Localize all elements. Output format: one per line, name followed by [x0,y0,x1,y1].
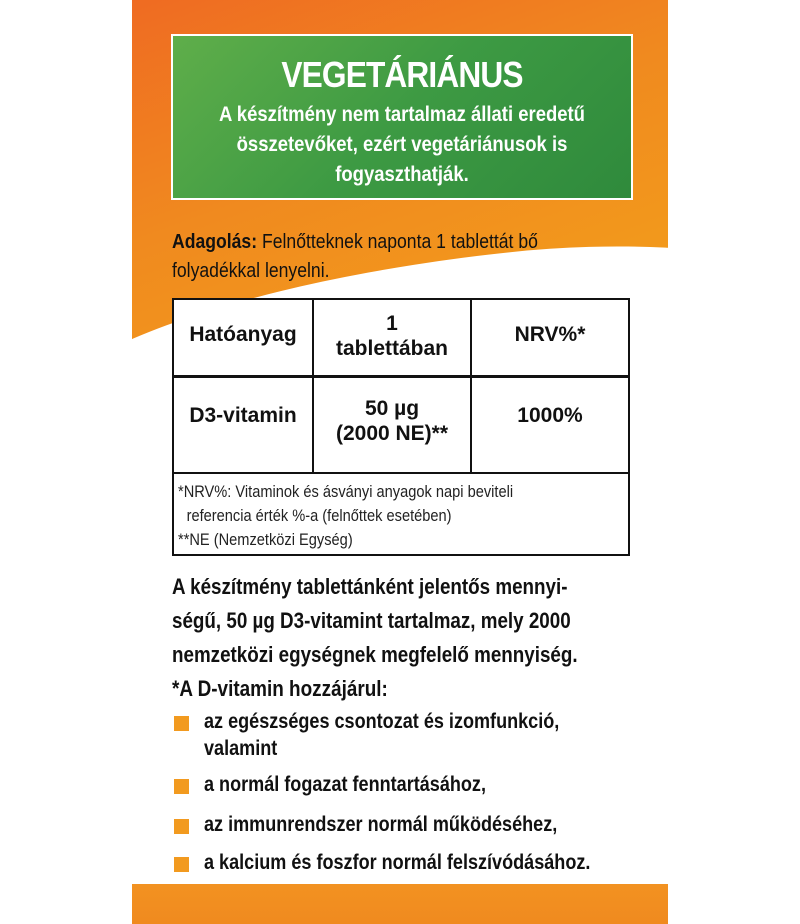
description-line: A készítmény tablettánként jelentős mennyi- [172,574,568,599]
vegetarian-text [213,100,591,190]
bullet-square-icon [174,779,189,794]
vegetarian-text-line: A készítmény nem tartalmaz állati eredetű [219,103,585,126]
claim-item-continuation: valamint [204,737,278,760]
description-paragraph [172,570,634,672]
vegetarian-text-line: összetevőket, ezért vegetáriánusok is [236,133,568,156]
table-cell-ingredient: D3-vitamin [189,404,297,427]
footnote: referencia érték %-a (felnőttek esetében) [186,506,452,525]
footnote: **NE (Nemzetközi Egység) [178,530,353,549]
table-cell-nrv: 1000% [517,404,583,427]
claim-item: az immunrendszer normál működéséhez, [204,813,558,836]
bullet-square-icon [174,857,189,872]
table-header-amount-line: 1 [386,312,398,335]
product-label [132,0,668,924]
dosage-line: folyadékkal lenyelni. [172,260,330,282]
table-cell-amount-line: 50 µg [364,397,420,420]
bullet-square-icon [174,819,189,834]
vegetarian-box [171,34,633,200]
dosage-label: Adagolás: [172,231,258,253]
bullet-square-icon [174,716,189,731]
table-cell-amount-line: (2000 NE)** [335,422,449,445]
claims-title: *A D-vitamin hozzájárul: [172,676,388,701]
claim-item: a kalcium és foszfor normál felszívódásához. [204,851,591,874]
description-line: ségű, 50 µg D3-vitamint tartalmaz, mely 2000 [172,608,571,633]
description-line: nemzetközi egységnek megfelelő mennyiség. [172,642,578,667]
footnote: *NRV%: Vitaminok és ásványi anyagok napi beviteli [178,482,514,501]
dosage-line: Felnőtteknek naponta 1 tablettát bő [257,231,538,253]
claim-item: az egészséges csontozat és izomfunkció, [204,710,560,733]
table-header-nrv: NRV%* [514,323,586,346]
claim-item: a normál fogazat fenntartásához, [204,773,486,796]
table-header-amount-line: tablettában [335,337,448,360]
table-header-ingredient: Hatóanyag [189,323,297,346]
dosage-text [172,228,634,286]
vegetarian-title: VEGETÁRIÁNUS [281,54,523,95]
table-header-divider [174,375,628,378]
orange-bottom-band [132,884,668,924]
table-cell-amount [314,396,470,446]
table-footnotes [178,480,625,552]
table-divider [174,472,628,474]
nutrition-table [172,298,630,556]
vegetarian-text-line: fogyaszthatják. [335,163,469,186]
table-header-amount [314,311,470,361]
